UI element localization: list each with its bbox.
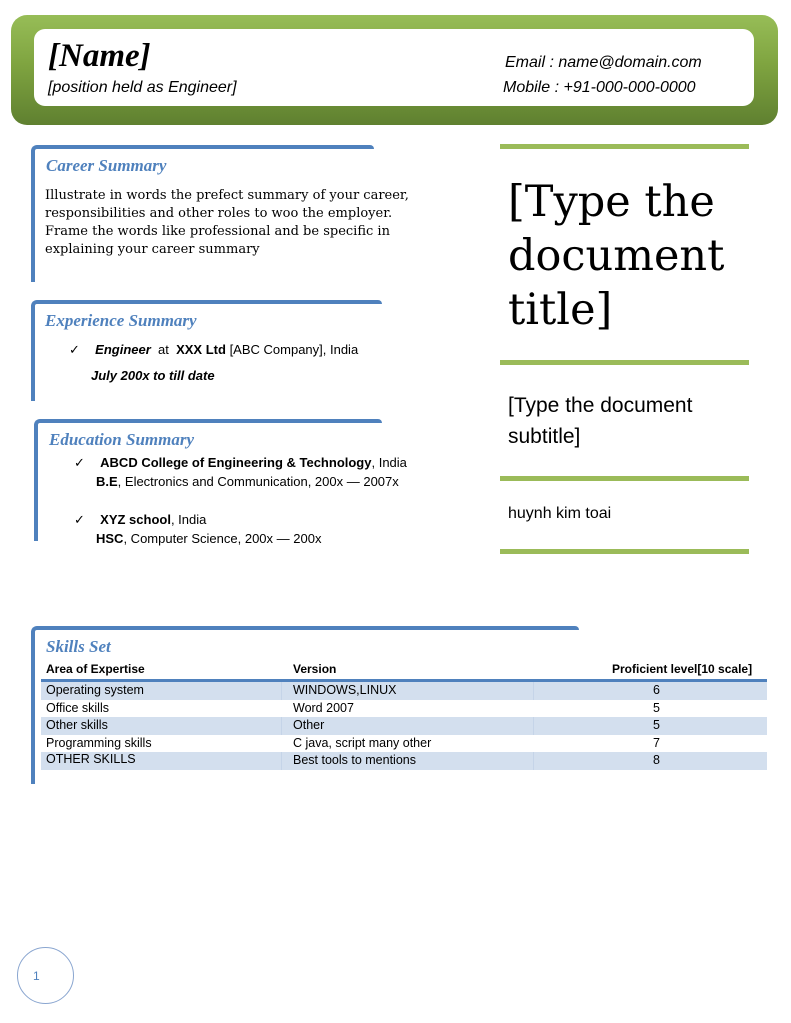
skill-area: Operating system xyxy=(46,683,144,697)
document-title-line: document xyxy=(508,231,725,281)
education-degree xyxy=(96,531,321,546)
skill-version: Word 2007 xyxy=(293,701,354,715)
education-school: XYZ school xyxy=(100,512,171,527)
skill-level: 6 xyxy=(653,683,660,697)
document-title xyxy=(508,175,768,337)
experience-company: XXX Ltd xyxy=(176,342,226,357)
skill-level: 5 xyxy=(653,718,660,732)
skill-version: Best tools to mentions xyxy=(293,753,416,767)
skill-level: 5 xyxy=(653,701,660,715)
title-divider-middle xyxy=(500,360,749,365)
document-title-line: [Type the xyxy=(508,177,715,227)
document-title-line: title] xyxy=(508,285,613,335)
career-summary-text xyxy=(45,187,425,259)
education-degree-detail: , Electronics and Communication, 200x — 2007x xyxy=(117,474,399,489)
skill-area: Programming skills xyxy=(46,736,152,750)
experience-item xyxy=(69,342,358,358)
education-school: ABCD College of Engineering & Technology xyxy=(100,455,372,470)
skill-area: Office skills xyxy=(46,701,109,715)
experience-role: Engineer xyxy=(95,342,151,357)
career-line: Illustrate in words the prefect summary of your career, xyxy=(45,188,409,203)
table-row xyxy=(41,735,767,753)
resume-position: [position held as Engineer] xyxy=(48,79,237,96)
document-author: huynh kim toai xyxy=(508,505,612,522)
title-divider-top xyxy=(500,144,749,149)
career-section-title: Career Summary xyxy=(46,156,167,175)
education-degree-name: HSC xyxy=(96,531,124,546)
skills-section-title: Skills Set xyxy=(46,637,111,656)
table-row xyxy=(41,682,767,700)
education-section-title: Education Summary xyxy=(49,430,195,449)
education-item xyxy=(74,455,407,471)
page-number-circle xyxy=(17,947,74,1004)
experience-dates: July 200x to till date xyxy=(91,368,215,383)
experience-section-title: Experience Summary xyxy=(45,311,197,330)
career-line: Frame the words like professional and be specific in xyxy=(45,224,390,239)
experience-company-detail: [ABC Company], India xyxy=(229,342,359,357)
table-row xyxy=(41,752,767,770)
education-degree-name: B.E xyxy=(96,474,118,489)
page-number: 1 xyxy=(33,969,40,983)
contact-mobile: Mobile : +91-000-000-0000 xyxy=(503,79,696,96)
skill-area: Other skills xyxy=(46,718,108,732)
career-line: responsibilities and other roles to woo the employer. xyxy=(45,206,393,221)
column-header-level: Proficient level[10 scale] xyxy=(612,662,753,676)
table-row xyxy=(41,717,767,735)
skill-level: 8 xyxy=(653,753,660,767)
education-school-location: , India xyxy=(371,455,407,470)
resume-name: [Name] xyxy=(48,38,151,74)
author-divider xyxy=(500,549,749,554)
skill-version: Other xyxy=(293,718,325,732)
skill-area: OTHER SKILLS xyxy=(46,752,136,766)
checkmark-icon: ✓ xyxy=(69,343,80,358)
education-school-location: , India xyxy=(170,512,207,527)
contact-email: Email : name@domain.com xyxy=(505,54,702,71)
subtitle-divider xyxy=(500,476,749,481)
skill-level: 7 xyxy=(653,736,660,750)
document-subtitle-line: [Type the document xyxy=(508,394,693,417)
checkmark-icon: ✓ xyxy=(74,513,85,528)
document-subtitle xyxy=(508,390,748,452)
career-line: explaining your career summary xyxy=(45,242,260,257)
education-degree xyxy=(96,474,399,489)
column-header-version: Version xyxy=(293,662,337,676)
skill-version: WINDOWS,LINUX xyxy=(293,683,397,697)
education-item xyxy=(74,512,206,528)
education-degree-detail: , Computer Science, 200x — 200x xyxy=(123,531,322,546)
table-row xyxy=(41,700,767,718)
document-subtitle-line: subtitle] xyxy=(508,425,581,448)
column-header-area: Area of Expertise xyxy=(46,662,145,676)
checkmark-icon: ✓ xyxy=(74,456,85,471)
experience-at: at xyxy=(158,342,169,357)
skill-version: C java, script many other xyxy=(293,736,432,750)
